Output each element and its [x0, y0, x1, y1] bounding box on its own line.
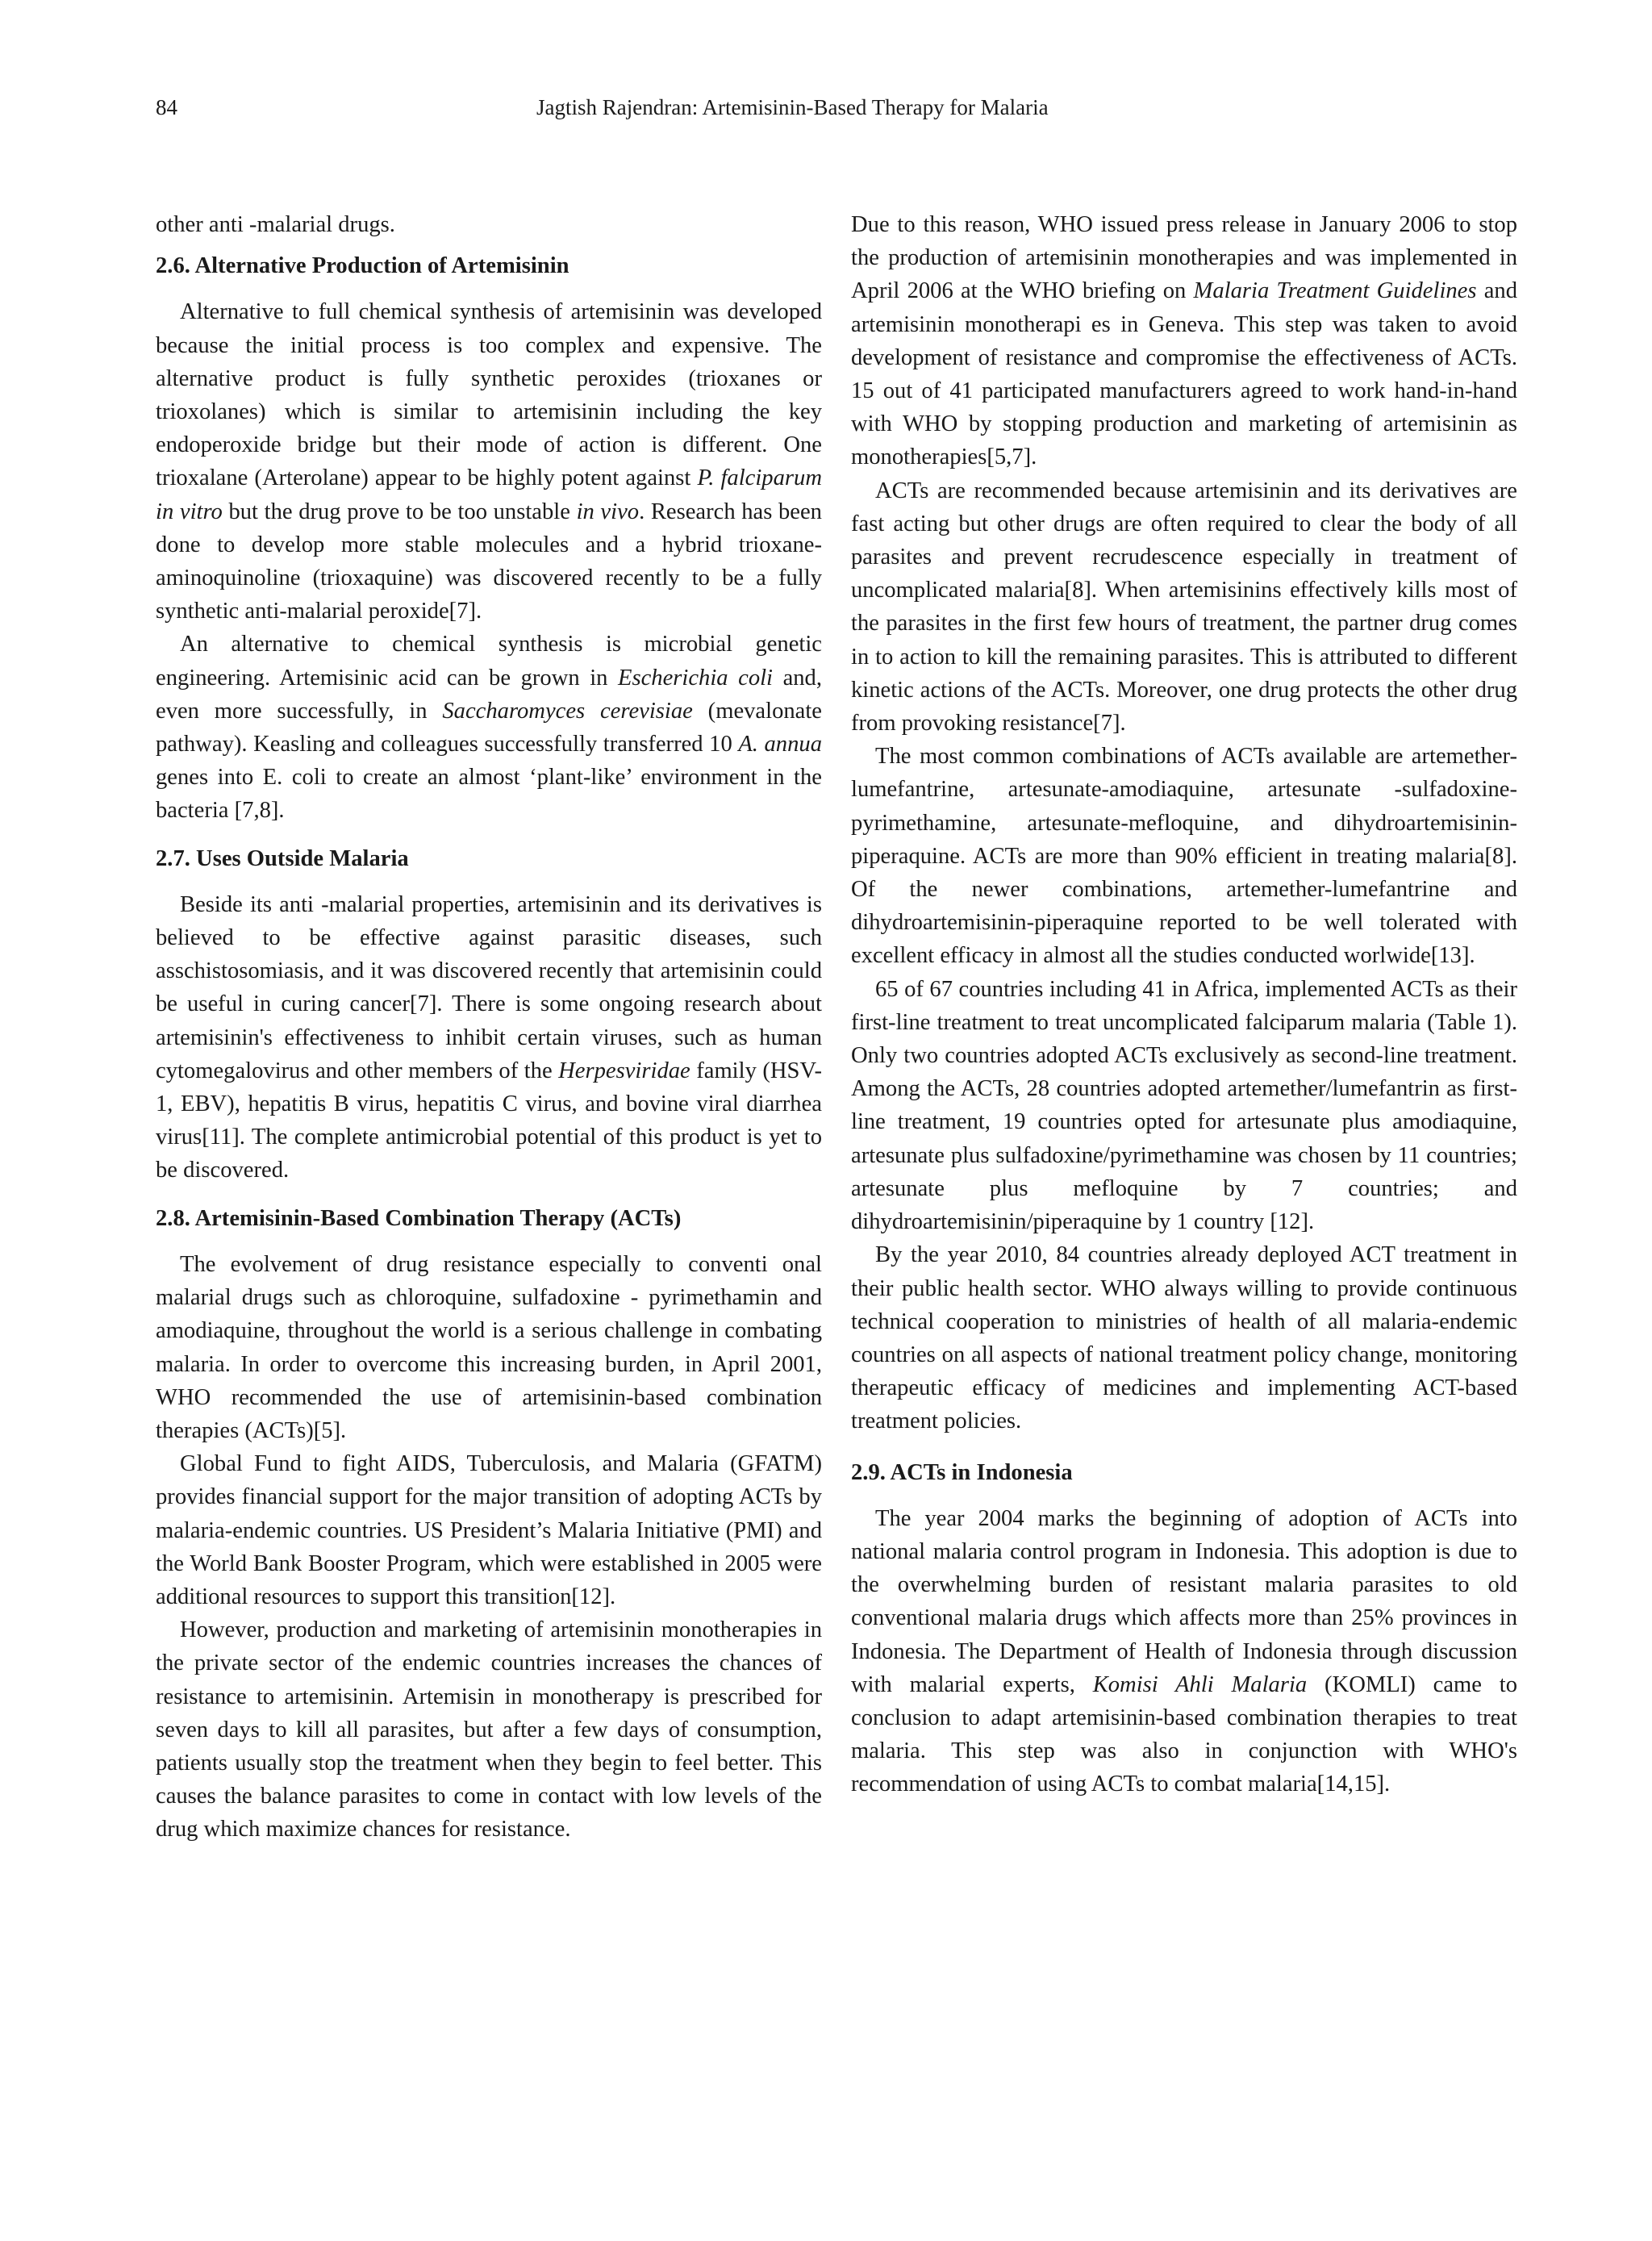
paragraph: Beside its anti -malarial properties, artemisinin and its derivatives is believed to be effective against parasitic diseases, such asschistosomiasis, and it was discovered recently that artemisinin could be useful in curing cancer[7]. There is some ongoing research about artemisinin's effectiveness to inhibit certain viruses, such as human cytomegalovirus and other members of the Herpesviridae family (HSV-1, EBV), hepatitis B virus, hepatitis C virus, and bovine viral diarrhea virus[11]. The complete antimicrobial potential of this product is yet to be discovered. — [156, 891, 822, 1183]
paragraph: Alternative to full chemical synthesis of artemisinin was developed because the initial process is too complex and expensive. The alternative product is fully synthetic peroxides (trioxanes or trioxolanes) which is similar to artemisinin including the key endoperoxide bridge but their mode of action is different. One trioxalane (Arterolane) appear to be highly potent against P. falciparum in vitro but the drug prove to be too unstable in vivo. Research has been done to develop more stable molecules and a hybrid trioxane-aminoquinoline (trioxaquine) was discovered recently to be a fully synthetic anti-malarial peroxide[7]. — [156, 299, 822, 624]
paragraph: The most common combinations of ACTs available are artemether-lumefantrine, artesunate-amodiaquine, artesunate -sulfadoxine-pyrimethamine, artesunate-mefloquine, and dihydroartemisinin-piperaquine. ACTs are more than 90% efficient in treating malaria[8]. Of the newer combinations, artemether-lumefantrine and dihydroartemisinin-piperaquine reported to be well tolerated with excellent efficacy in almost all the studies conducted worlwide[13]. — [851, 744, 1517, 969]
page-number: 84 — [156, 95, 177, 119]
right-column — [851, 208, 1517, 1801]
paragraph: However, production and marketing of artemisinin monotherapies in the private sector of the endemic countries increases the chances of resistance to artemisinin. Artemisin in monotherapy is prescribed for seven days to kill all parasites, but after a few days of consumption, patients usually stop the treatment when they begin to feel better. This causes the balance parasites to come in contact with low levels of the drug which maximize chances for resistance. — [156, 1617, 822, 1842]
running-title: Jagtish Rajendran: Artemisinin-Based Therapy for Malaria — [536, 95, 1049, 119]
paragraph: other anti -malarial drugs. — [156, 212, 395, 237]
section-heading-2-9: 2.9. ACTs in Indonesia — [851, 1459, 1073, 1485]
running-header — [156, 95, 1496, 127]
paragraph: An alternative to chemical synthesis is microbial genetic engineering. Artemisinic acid can be grown in Escherichia coli and, even more successfully, in Saccharomyces cerevisiae (mevalonate pathway). Keasling and colleagues successfully transferred 10 A. annua genes into E. coli to create an almost ‘plant-like’ environment in the bacteria [7,8]. — [156, 632, 823, 824]
paragraph: The year 2004 marks the beginning of adoption of ACTs into national malaria control program in Indonesia. This adoption is due to the overwhelming burden of resistant malaria parasites to old conventional malaria drugs which affects more than 25% provinces in Indonesia. The Department of Health of Indonesia through discussion with malarial experts, Komisi Ahli Malaria (KOMLI) came to conclusion to adapt artemisinin-based combination therapies to treat malaria. This step was also in conjunction with WHO's recommendation of using ACTs to combat malaria[14,15]. — [851, 1505, 1518, 1797]
paragraph: Global Fund to fight AIDS, Tuberculosis, and Malaria (GFATM) provides financial support for the major transition of adopting ACTs by malaria-endemic countries. US President’s Malaria Initiative (PMI) and the World Bank Booster Program, which were established in 2005 were additional resources to support this transition[12]. — [156, 1451, 822, 1609]
section-heading-2-6: 2.6. Alternative Production of Artemisinin — [156, 253, 569, 279]
paragraph: ACTs are recommended because artemisinin and its derivatives are fast acting but other drugs are often required to clear the body of all parasites and prevent recrudescence especially in treatment of uncomplicated malaria[8]. When artemisinins effectively kills most of the parasites in the first few hours of treatment, the partner drug comes in to action to kill the remaining parasites. This is attributed to different kinetic actions of the ACTs. Moreover, one drug protects the other drug from provoking resistance[7]. — [851, 478, 1517, 737]
left-column — [156, 208, 822, 1847]
section-heading-2-8: 2.8. Artemisinin-Based Combination Therapy (ACTs) — [156, 1205, 682, 1231]
paragraph: The evolvement of drug resistance especially to conventi onal malarial drugs such as chloroquine, sulfadoxine - pyrimethamin and amodiaquine, throughout the world is a serious challenge in combating malaria. In order to overcome this increasing burden, in April 2001, WHO recommended the use of artemisinin-based combination therapies (ACTs)[5]. — [156, 1251, 822, 1443]
paragraph: By the year 2010, 84 countries already deployed ACT treatment in their public health sector. WHO always willing to provide continuous technical cooperation to ministries of health of all malaria-endemic countries on all aspects of national treatment policy change, monitoring therapeutic efficacy of medicines and implementing ACT-based treatment policies. — [851, 1242, 1517, 1434]
section-heading-2-7: 2.7. Uses Outside Malaria — [156, 845, 409, 871]
paragraph: 65 of 67 countries including 41 in Africa, implemented ACTs as their first-line treatment to treat uncomplicated falciparum malaria (Table 1). Only two countries adopted ACTs exclusively as second-line treatment. Among the ACTs, 28 countries adopted artemether/lumefantrin as first-line treatment, 19 countries opted for artesunate plus amodiaquine, artesunate plus sulfadoxine/pyrimethamine was chosen by 11 countries; artesunate plus mefloquine by 7 countries; and dihydroartemisinin/piperaquine by 1 country [12]. — [851, 976, 1517, 1235]
paragraph: Due to this reason, WHO issued press release in January 2006 to stop the production of artemisinin monotherapies and was implemented in April 2006 at the WHO briefing on Malaria Treatment Guidelines and artemisinin monotherapi es in Geneva. This step was taken to avoid development of resistance and compromise the effectiveness of ACTs. 15 out of 41 participated manufacturers agreed to work hand-in-hand with WHO by stopping production and marketing of artemisinin as monotherapies[5,7]. — [851, 212, 1518, 470]
